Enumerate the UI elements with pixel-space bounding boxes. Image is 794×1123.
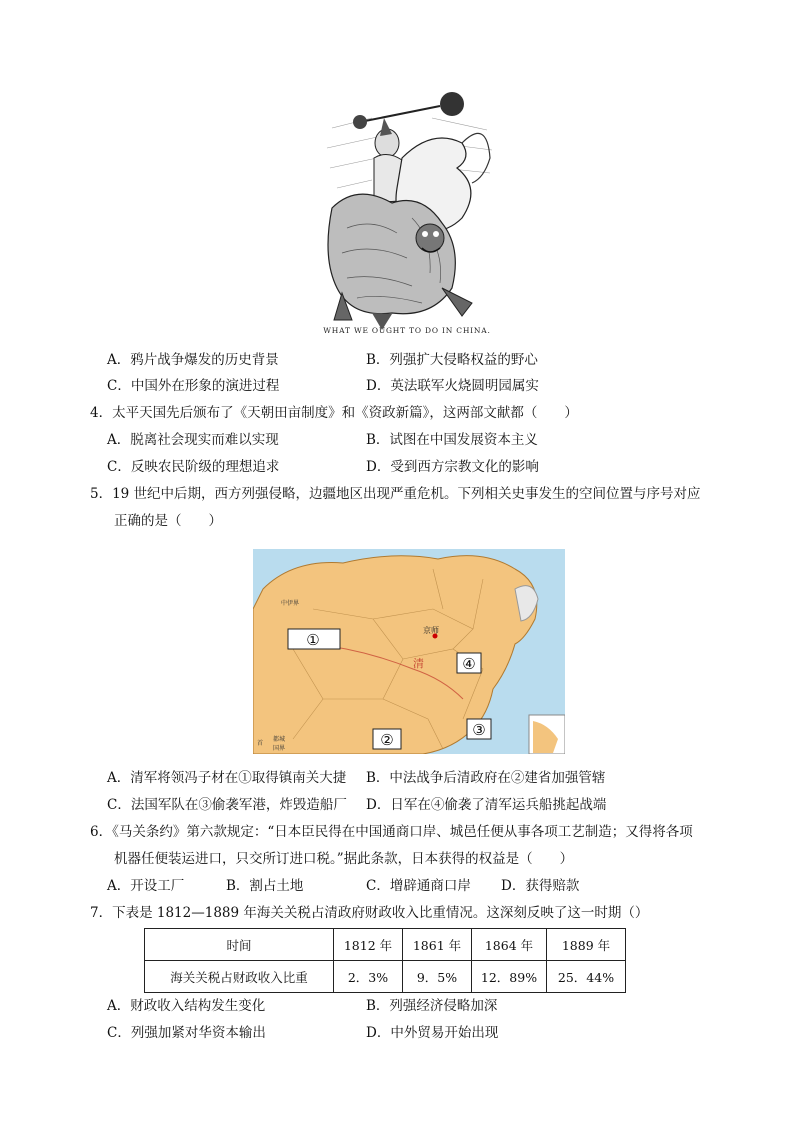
table-header-cell: 1812 年 bbox=[334, 929, 403, 961]
q4-option-d bbox=[366, 457, 539, 477]
q5-option-a bbox=[107, 768, 346, 788]
option-text: 英法联军火烧圆明园属实 bbox=[390, 378, 539, 394]
option-label: B． bbox=[366, 770, 390, 786]
table-header-cell: 1864 年 bbox=[472, 929, 547, 961]
q3-option-d bbox=[366, 376, 539, 396]
option-label: D． bbox=[366, 1025, 391, 1041]
q6-stem-line2: 机器任便装运进口，只交所订进口税。”据此条款，日本获得的权益是（ ） bbox=[114, 851, 574, 867]
q5-option-b bbox=[366, 768, 605, 788]
label-qing: 清 bbox=[413, 657, 424, 670]
marker-3: ③ bbox=[472, 721, 486, 739]
option-text: 清军将领冯子材在①取得镇南关大捷 bbox=[130, 770, 347, 786]
q6-option-c bbox=[366, 876, 471, 896]
label-capital: 京师 bbox=[423, 626, 439, 635]
option-label: B． bbox=[366, 432, 390, 448]
option-label: C． bbox=[107, 797, 131, 813]
option-label: A． bbox=[107, 770, 131, 786]
option-label: C． bbox=[107, 459, 131, 475]
legend-3: 国界 bbox=[273, 745, 286, 752]
option-label: C． bbox=[107, 378, 131, 394]
option-label: A． bbox=[107, 878, 131, 894]
option-text: 脱离社会现实而难以实现 bbox=[130, 432, 279, 448]
map-drawing bbox=[253, 549, 565, 754]
q5-stem-line2: 正确的是（ ） bbox=[114, 513, 222, 529]
marker-1: ① bbox=[306, 631, 320, 649]
option-text: 鸦片战争爆发的历史背景 bbox=[130, 352, 279, 368]
q5-option-d bbox=[366, 795, 606, 815]
cartoon-illustration bbox=[312, 88, 502, 338]
legend-1: 首 bbox=[257, 740, 264, 747]
q4-option-c bbox=[107, 457, 279, 477]
table-cell: 2．3% bbox=[334, 961, 403, 993]
q4-stem: 4．太平天国先后颁布了《天朝田亩制度》和《资政新篇》，这两部文献都（ ） bbox=[90, 405, 578, 421]
q7-option-a bbox=[107, 996, 265, 1016]
table-row bbox=[145, 929, 626, 961]
option-text: 日军在④偷袭了清军运兵船挑起战端 bbox=[390, 797, 607, 813]
option-text: 受到西方宗教文化的影响 bbox=[390, 459, 539, 475]
q3-option-a bbox=[107, 350, 279, 370]
option-text: 中法战争后清政府在②建省加强管辖 bbox=[389, 770, 606, 786]
option-text: 列强加紧对华资本输出 bbox=[130, 1025, 266, 1041]
option-text: 割占土地 bbox=[249, 878, 304, 894]
cartoon-drawing bbox=[312, 88, 502, 338]
table-cell: 9．5% bbox=[403, 961, 472, 993]
qing-map bbox=[253, 549, 565, 754]
q5-option-c bbox=[107, 795, 347, 815]
table-header-cell: 1861 年 bbox=[403, 929, 472, 961]
q7-option-b bbox=[366, 996, 497, 1016]
option-text: 增辟通商口岸 bbox=[389, 878, 471, 894]
option-text: 试图在中国发展资本主义 bbox=[389, 432, 538, 448]
cartoon-caption: WHAT WE OUGHT TO DO IN CHINA. bbox=[323, 326, 491, 335]
tax-table bbox=[144, 928, 626, 993]
option-label: A． bbox=[107, 432, 131, 448]
q6-option-d bbox=[501, 876, 579, 896]
option-text: 法国军队在③偷袭军港，炸毁造船厂 bbox=[130, 797, 347, 813]
table-cell: 12．89% bbox=[472, 961, 547, 993]
marker-4: ④ bbox=[462, 655, 476, 673]
table-cell: 25．44% bbox=[547, 961, 626, 993]
option-text: 中外贸易开始出现 bbox=[390, 1025, 499, 1041]
option-label: A． bbox=[107, 352, 131, 368]
option-text: 开设工厂 bbox=[130, 878, 185, 894]
option-label: C． bbox=[107, 1025, 131, 1041]
option-label: D． bbox=[366, 378, 391, 394]
option-text: 列强扩大侵略权益的野心 bbox=[389, 352, 538, 368]
legend-2: 都城 bbox=[273, 736, 286, 743]
option-label: B． bbox=[366, 998, 390, 1014]
q7-stem: 7．下表是 1812—1889 年海关关税占清政府财政收入比重情况。这深刻反映了这一时期（） bbox=[90, 905, 649, 921]
table-cell: 海关关税占财政收入比重 bbox=[145, 961, 334, 993]
q6-option-a bbox=[107, 876, 184, 896]
option-text: 财政收入结构发生变化 bbox=[130, 998, 266, 1014]
option-label: B． bbox=[366, 352, 390, 368]
option-text: 列强经济侵略加深 bbox=[389, 998, 498, 1014]
option-text: 获得赔款 bbox=[525, 878, 580, 894]
option-label: A． bbox=[107, 998, 131, 1014]
label-zhongyi: 中伊界 bbox=[281, 600, 300, 607]
q3-option-c bbox=[107, 376, 279, 396]
option-label: B． bbox=[226, 878, 250, 894]
q6-option-b bbox=[226, 876, 303, 896]
q5-stem-line1: 5．19 世纪中后期，西方列强侵略，边疆地区出现严重危机。下列相关史事发生的空间位置与序号对应 bbox=[90, 486, 701, 502]
option-label: D． bbox=[501, 878, 526, 894]
marker-2: ② bbox=[380, 731, 394, 749]
table-row bbox=[145, 961, 626, 993]
table-header-cell: 时间 bbox=[145, 929, 334, 961]
option-label: D． bbox=[366, 797, 391, 813]
q4-option-b bbox=[366, 430, 538, 450]
option-text: 中国外在形象的演进过程 bbox=[130, 378, 280, 394]
q4-option-a bbox=[107, 430, 279, 450]
q7-option-c bbox=[107, 1023, 266, 1043]
option-label: D． bbox=[366, 459, 391, 475]
q7-option-d bbox=[366, 1023, 498, 1043]
q3-option-b bbox=[366, 350, 538, 370]
table-header-cell: 1889 年 bbox=[547, 929, 626, 961]
option-text: 反映农民阶级的理想追求 bbox=[130, 459, 280, 475]
option-label: C． bbox=[366, 878, 390, 894]
q6-stem-line1: 6．《马关条约》第六款规定：“日本臣民得在中国通商口岸、城邑任便从事各项工艺制造；又得将各项 bbox=[90, 824, 693, 840]
